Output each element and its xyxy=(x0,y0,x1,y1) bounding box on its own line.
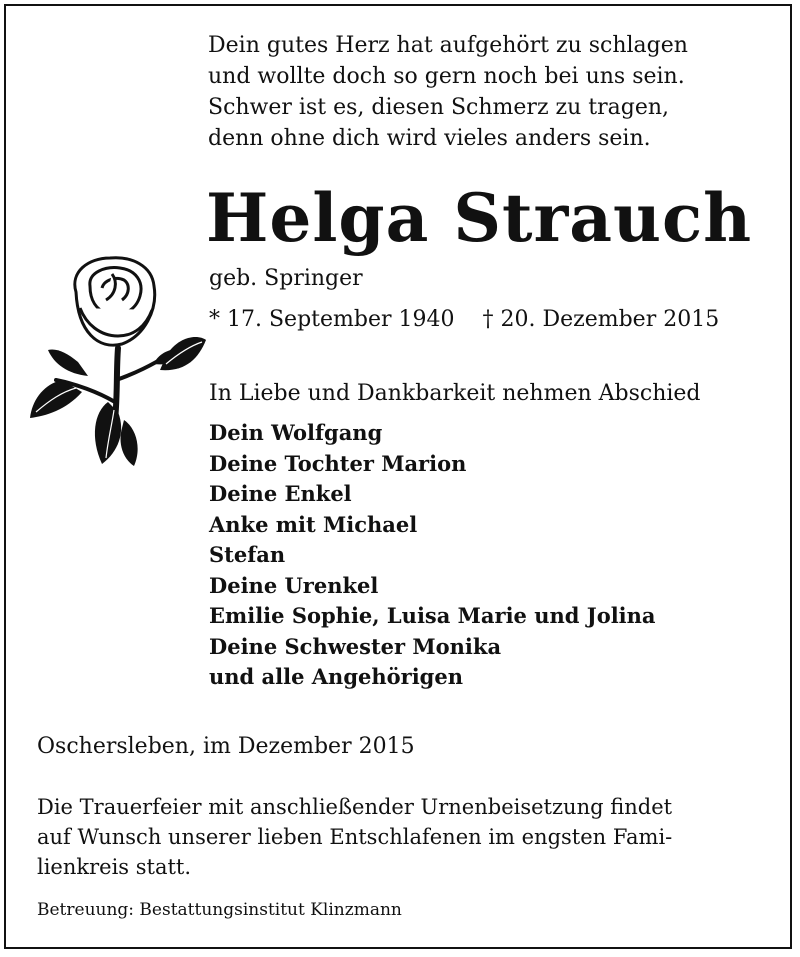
birth-date: * 17. September 1940 xyxy=(209,307,455,332)
poem-line: und wollte doch so gern noch bei uns sein. xyxy=(208,64,685,89)
mourner: Anke mit Michael xyxy=(209,511,418,537)
life-dates xyxy=(209,307,719,332)
mourner: Dein Wolfgang xyxy=(209,420,383,445)
mourner: Deine Tochter Marion xyxy=(209,450,467,476)
mourner: Stefan xyxy=(209,542,286,567)
mourner: Deine Enkel xyxy=(209,481,352,506)
rose-icon xyxy=(26,252,206,474)
farewell-line: In Liebe und Dankbarkeit nehmen Abschied xyxy=(209,381,701,406)
funeral-notice xyxy=(37,792,672,882)
poem xyxy=(208,30,688,154)
funeral-line: auf Wunsch unserer lieben Entschlafenen im engsten Fami- xyxy=(37,825,673,849)
mourner: Deine Schwester Monika xyxy=(209,633,502,659)
mourners-list xyxy=(209,418,656,693)
poem-line: denn ohne dich wird vieles anders sein. xyxy=(208,126,651,151)
poem-line: Dein gutes Herz hat aufgehört zu schlagen xyxy=(208,33,688,58)
place-date: Oschersleben, im Dezember 2015 xyxy=(37,734,415,759)
poem-line: Schwer ist es, diesen Schmerz zu tragen, xyxy=(208,95,670,120)
funeral-line: lienkreis statt. xyxy=(37,855,192,879)
birth-name: geb. Springer xyxy=(209,266,363,291)
mourner: Deine Urenkel xyxy=(209,572,379,598)
mourner: und alle Angehörigen xyxy=(209,664,463,689)
deceased-name: Helga Strauch xyxy=(206,179,753,257)
funeral-line: Die Trauerfeier mit anschließender Urnenbeisetzung findet xyxy=(37,795,673,819)
undertaker-credit: Betreuung: Bestattungsinstitut Klinzmann xyxy=(37,900,402,920)
mourner: Emilie Sophie, Luisa Marie und Jolina xyxy=(209,603,656,628)
death-date: † 20. Dezember 2015 xyxy=(482,307,720,332)
